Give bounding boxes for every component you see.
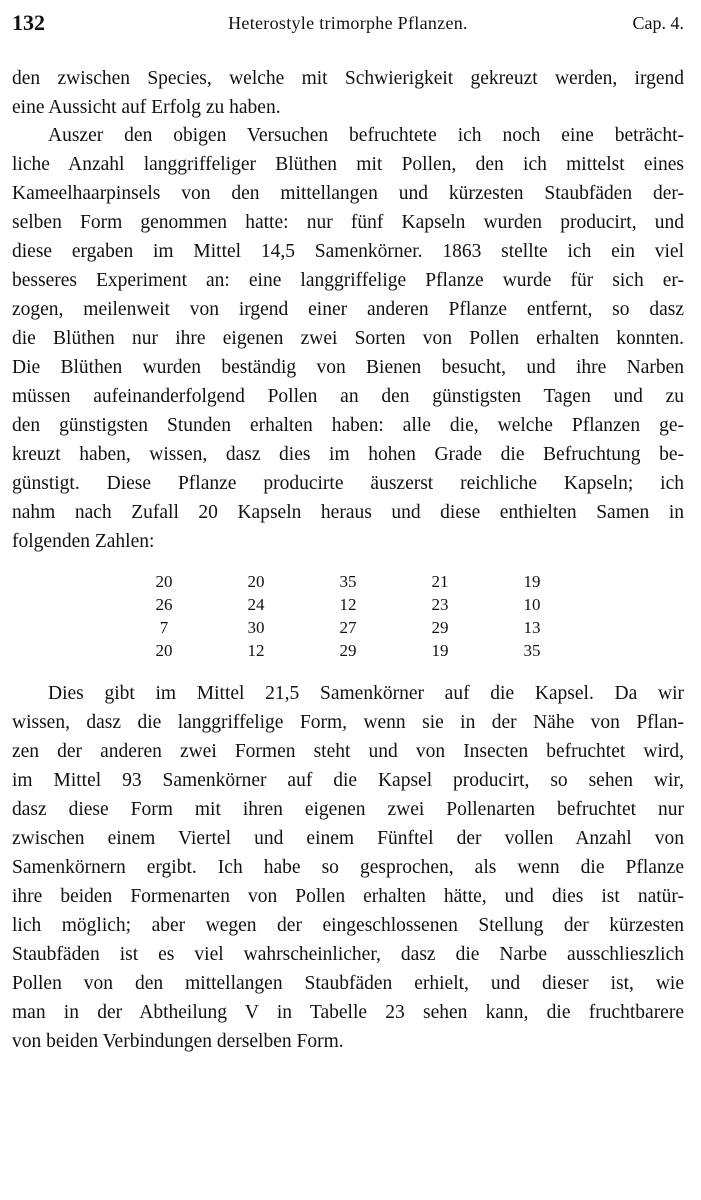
paragraph-conclusion xyxy=(12,679,684,1056)
running-title: Heterostyle trimorphe Pflanzen. xyxy=(228,13,468,33)
text-line: den zwischen Species, welche mit Schwierigkeit gekreuzt werden, irgend xyxy=(12,68,684,89)
seed-count-table xyxy=(118,570,578,662)
text-line: besseres Experiment an: eine langgriffelige Pflanze wurde für sich er- xyxy=(12,270,684,291)
text-line: Die Blüthen wurden beständig von Bienen besucht, und ihre Narben xyxy=(12,357,684,378)
text-line: eine Aussicht auf Erfolg zu haben. xyxy=(12,97,281,118)
table-cell: 29 xyxy=(339,641,357,660)
text-line: Dies gibt im Mittel 21,5 Samenkörner auf die Kapsel. Da wir xyxy=(48,683,684,704)
table-cell: 21 xyxy=(431,572,449,591)
table-cell: 23 xyxy=(431,595,449,614)
table-cell: 20 xyxy=(155,641,173,660)
table-cell: 35 xyxy=(523,641,541,660)
table-cell: 26 xyxy=(155,595,173,614)
text-line: nahm nach Zufall 20 Kapseln heraus und diese enthielten Samen in xyxy=(12,502,684,523)
text-line: von beiden Verbindungen derselben Form. xyxy=(12,1031,344,1052)
text-line: Staubfäden ist es viel wahrscheinlicher, dasz die Narbe ausschlieszlich xyxy=(12,944,684,965)
table-cell: 19 xyxy=(431,641,449,660)
table-cell: 35 xyxy=(339,572,357,591)
text-line: man in der Abtheilung V in Tabelle 23 sehen kann, die fruchtbarere xyxy=(12,1002,684,1023)
text-line: günstigt. Diese Pflanze producirte äuszerst reichliche Kapseln; ich xyxy=(12,473,684,494)
table-cell: 20 xyxy=(247,572,265,591)
paragraph-continued xyxy=(12,64,684,122)
text-line: zogen, meilenweit von irgend einer anderen Pflanze entfernt, so dasz xyxy=(12,299,684,320)
paragraph-experiment xyxy=(12,121,684,556)
text-line: diese ergaben im Mittel 14,5 Samenkörner. 1863 stellte ich ein viel xyxy=(12,241,684,262)
table-cell: 10 xyxy=(523,595,541,614)
table-row xyxy=(118,593,578,616)
table-cell: 7 xyxy=(159,618,169,637)
table-cell: 20 xyxy=(155,572,173,591)
chapter-label: Cap. 4. xyxy=(632,13,684,33)
page-number: 132 xyxy=(12,10,45,35)
text-line: kreuzt haben, wissen, dasz dies im hohen Grade die Befruchtung be- xyxy=(12,444,684,465)
text-line: ihre beiden Formenarten von Pollen erhalten hätte, und dies ist natür- xyxy=(12,886,684,907)
text-line: Auszer den obigen Versuchen befruchtete ich noch eine beträcht- xyxy=(48,125,684,146)
table-cell: 12 xyxy=(339,595,357,614)
table-cell: 19 xyxy=(523,572,541,591)
text-line: selben Form genommen hatte: nur fünf Kapseln wurden producirt, und xyxy=(12,212,684,233)
text-line: im Mittel 93 Samenkörner auf die Kapsel producirt, so sehen wir, xyxy=(12,770,684,791)
table-row xyxy=(118,616,578,639)
table-cell: 12 xyxy=(247,641,265,660)
table-cell: 30 xyxy=(247,618,265,637)
table-cell: 29 xyxy=(431,618,449,637)
table-cell: 27 xyxy=(339,618,357,637)
table-row xyxy=(118,570,578,593)
page-header xyxy=(12,10,684,40)
text-line: liche Anzahl langgriffeliger Blüthen mit Pollen, den ich mittelst eines xyxy=(12,154,684,175)
text-line: folgenden Zahlen: xyxy=(12,531,155,552)
text-line: zwischen einem Viertel und einem Fünftel der vollen Anzahl von xyxy=(12,828,684,849)
text-line: lich möglich; aber wegen der eingeschlossenen Stellung der kürzesten xyxy=(12,915,684,936)
text-line: Pollen von den mittellangen Staubfäden erhielt, und dieser ist, wie xyxy=(12,973,684,994)
table-cell: 13 xyxy=(523,618,541,637)
text-line: die Blüthen nur ihre eigenen zwei Sorten von Pollen erhalten konnten. xyxy=(12,328,684,349)
table-row xyxy=(118,639,578,662)
text-line: Samenkörnern ergibt. Ich habe so gesprochen, als wenn die Pflanze xyxy=(12,857,684,878)
text-line: dasz diese Form mit ihren eigenen zwei Pollenarten befruchtet nur xyxy=(12,799,684,820)
text-line: den günstigsten Stunden erhalten haben: alle die, welche Pflanzen ge- xyxy=(12,415,684,436)
text-line: Kameelhaarpinsels von den mittellangen und kürzesten Staubfäden der- xyxy=(12,183,684,204)
text-line: zen der anderen zwei Formen steht und von Insecten befruchtet wird, xyxy=(12,741,684,762)
table-cell: 24 xyxy=(247,595,265,614)
text-line: müssen aufeinanderfolgend Pollen an den günstigsten Tagen und zu xyxy=(12,386,684,407)
text-line: wissen, dasz die langgriffelige Form, wenn sie in der Nähe von Pflan- xyxy=(12,712,684,733)
